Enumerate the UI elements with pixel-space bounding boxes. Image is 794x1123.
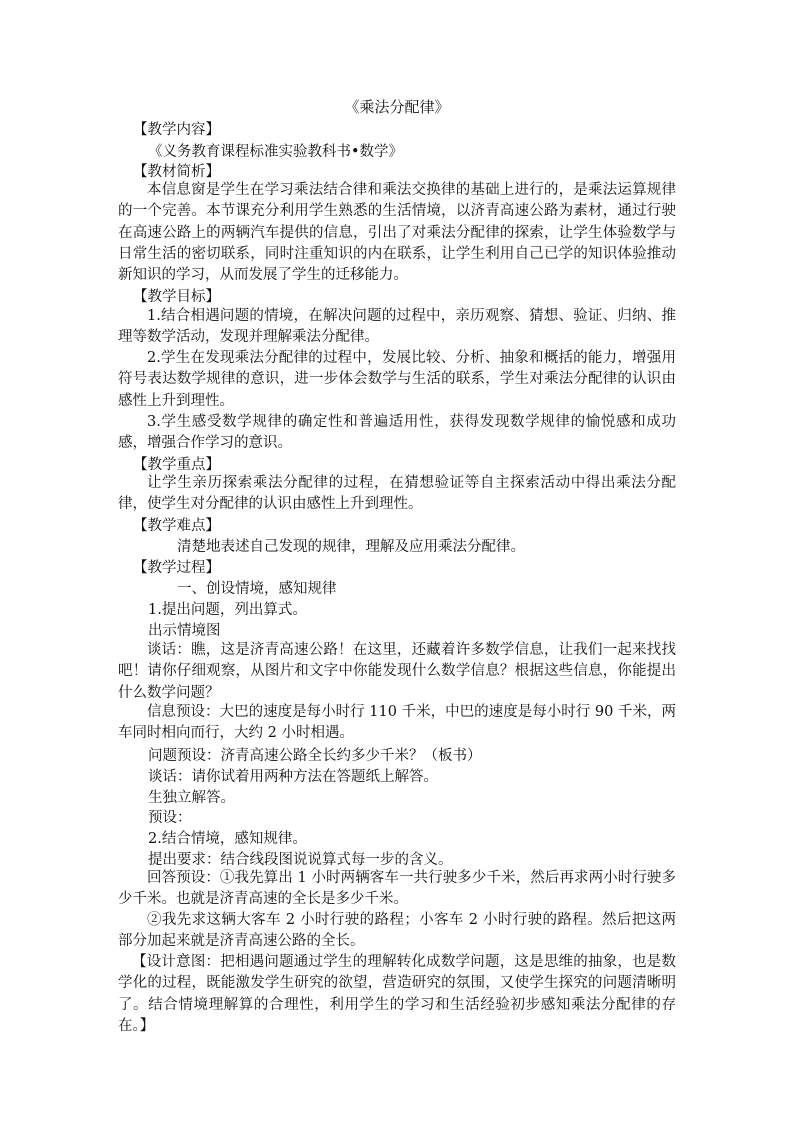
analysis-paragraph	[118, 180, 676, 286]
answer-2-paragraph	[118, 910, 676, 953]
step-1-1: 1.提出问题，列出算式。	[148, 602, 307, 618]
document-title: 《乘法分配律》	[344, 98, 450, 116]
heading-process: 【教学过程】	[133, 560, 220, 576]
answer-2-text: ②我先求这辆大客车 2 小时行驶的路程；小客车 2 小时行驶的路程。然后把这两部分加起来就是济青高速公路的全长。	[118, 912, 676, 950]
analysis-text: 本信息窗是学生在学习乘法结合律和乘法交换律的基础上进行的，是乘法运算规律的一个完善。本节课充分利用学生熟悉的生活情境，以济青高速公路为素材，通过行驶在高速公路上的两辆汽车提供的信息，引出了对乘法分配律的探索，让学生体验数学与日常生活的密切联系，同时注重知识的内在联系，让学生利用自己已学的知识体验推动新知识的学习，从而发展了学生的迁移能力。	[118, 182, 676, 284]
key-points-paragraph	[118, 473, 676, 516]
requirement: 提出要求：结合线段图说说算式每一步的含义。	[148, 852, 453, 868]
talk-1-paragraph	[118, 640, 676, 704]
heading-difficulty: 【教学难点】	[133, 518, 220, 534]
answer-1-text: 回答预设：①我先算出 1 小时两辆客车一共行驶多少千米，然后再求两小时行驶多少千米。也就是济青高速的全长是多少千米。	[118, 870, 676, 908]
solve-alone: 生独立解答。	[148, 790, 235, 806]
goal-2-paragraph	[118, 348, 676, 412]
step-1-heading: 一、创设情境，感知规律	[177, 581, 337, 597]
design-intent-paragraph	[118, 952, 676, 1037]
heading-key-points: 【教学重点】	[133, 457, 220, 473]
design-intent-text: 【设计意图：把相遇问题通过学生的理解转化成数学问题，这是思维的抽象，也是数学化的过程，既能激发学生研究的欲望，营造研究的氛围，又使学生探究的问题清晰明了。结合情境理解算的合理性，利用学生的学习和生活经验初步感知乘法分配律的存在。】	[118, 954, 676, 1034]
step-1-2: 2.结合情境，感知规律。	[148, 831, 307, 847]
goal-3-paragraph	[118, 412, 676, 455]
preset-label: 预设：	[148, 810, 192, 826]
show-picture: 出示情境图	[148, 623, 221, 639]
heading-analysis: 【教材简析】	[133, 164, 220, 180]
question-preset: 问题预设：济青高速公路全长约多少千米？（板书）	[148, 748, 482, 764]
key-points-text: 让学生亲历探索乘法分配律的过程，在猜想验证等自主探索活动中得出乘法分配律，使学生对分配律的认识由感性上升到理性。	[118, 475, 676, 513]
heading-teaching-content: 【教学内容】	[133, 122, 220, 138]
goal-1-text: 1.结合相遇问题的情境，在解决问题的过程中，亲历观察、猜想、验证、归纳、推理等数学活动，发现并理解乘法分配律。	[118, 308, 676, 346]
info-preset-text: 信息预设：大巴的速度是每小时行 110 千米，中巴的速度是每小时行 90 千米，两车同时相向而行，大约 2 小时相遇。	[118, 704, 676, 742]
talk-2: 谈话：请你试着用两种方法在答题纸上解答。	[148, 769, 438, 785]
goal-3-text: 3.学生感受数学规律的确定性和普遍适用性，获得发现数学规律的愉悦感和成功感，增强合作学习的意识。	[118, 414, 676, 452]
talk-1-text: 谈话：瞧，这是济青高速公路！在这里，还藏着许多数学信息，让我们一起来找找吧！请你仔细观察，从图片和文字中你能发现什么数学信息？根据这些信息，你能提出什么数学问题？	[118, 642, 676, 701]
heading-goals: 【教学目标】	[133, 289, 220, 305]
goal-2-text: 2.学生在发现乘法分配律的过程中，发展比较、分析、抽象和概括的能力，增强用符号表达数学规律的意识，进一步体会数学与生活的联系，学生对乘法分配律的认识由感性上升到理性。	[118, 350, 676, 409]
answer-1-paragraph	[118, 868, 676, 911]
info-preset-paragraph	[118, 702, 676, 745]
difficulty-text: 清楚地表述自己发现的规律，理解及应用乘法分配律。	[177, 539, 525, 555]
textbook-name: 《义务教育课程标准实验教科书•数学》	[148, 144, 404, 160]
goal-1-paragraph	[118, 306, 676, 349]
